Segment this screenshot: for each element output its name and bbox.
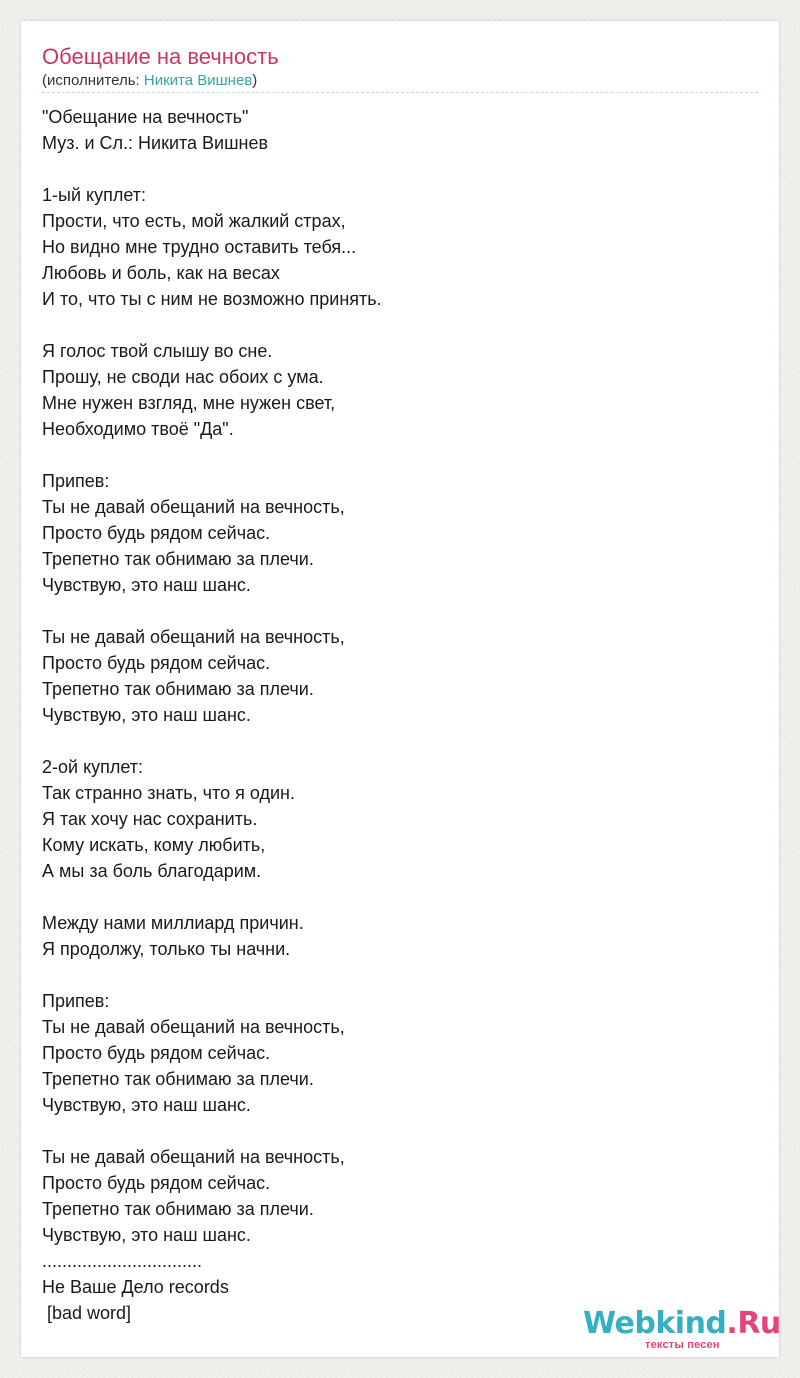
lyric-line: Просто будь рядом сейчас. (42, 1173, 271, 1193)
lyric-line: Но видно мне трудно оставить тебя... (42, 237, 357, 257)
lyric-line: Просто будь рядом сейчас. (42, 1043, 271, 1063)
lyric-line: Между нами миллиард причин. (42, 913, 304, 933)
lyric-line: Трепетно так обнимаю за плечи. (42, 549, 314, 569)
artist-link[interactable]: Никита Вишнев (143, 72, 253, 89)
lyric-line: А мы за боль благодарим. (42, 861, 262, 881)
lyric-line: Трепетно так обнимаю за плечи. (42, 1199, 314, 1219)
lyric-line: Припев: (42, 471, 110, 491)
song-title: Обещание на вечность (42, 44, 279, 69)
title-divider (42, 92, 758, 93)
site-logo[interactable] (583, 1306, 781, 1351)
lyrics-card (21, 21, 779, 1357)
lyric-line (42, 962, 758, 988)
lyric-line (42, 728, 758, 754)
lyric-line: 2-ой куплет: (42, 757, 144, 777)
lyric-line: Не Ваше Дело records (42, 1277, 229, 1297)
artist-suffix: ) (252, 72, 258, 89)
lyric-line: Ты не давай обещаний на вечность, (42, 1147, 345, 1167)
lyric-line: Ты не давай обещаний на вечность, (42, 627, 345, 647)
lyric-line: Я продолжу, только ты начни. (42, 939, 291, 959)
artist-prefix: (исполнитель: (42, 72, 144, 89)
lyric-line: Прости, что есть, мой жалкий страх, (42, 211, 346, 231)
artist-line (42, 72, 257, 90)
lyric-line (42, 312, 758, 338)
logo-tld: .Ru (726, 1306, 781, 1341)
logo-name: Webkind (583, 1306, 727, 1341)
lyric-line: Необходимо твоё "Да". (42, 419, 234, 439)
lyric-line: Чувствую, это наш шанс. (42, 1225, 251, 1245)
lyric-line: [bad word] (42, 1303, 132, 1323)
lyric-line: Кому искать, кому любить, (42, 835, 266, 855)
lyric-line (42, 156, 758, 182)
lyric-line: ................................ (42, 1251, 203, 1271)
lyric-line (42, 1118, 758, 1144)
lyric-line: Мне нужен взгляд, мне нужен свет, (42, 393, 336, 413)
lyric-line: Трепетно так обнимаю за плечи. (42, 679, 314, 699)
lyric-line: Чувствую, это наш шанс. (42, 1095, 251, 1115)
lyric-line: И то, что ты с ним не возможно принять. (42, 289, 382, 309)
lyric-line: Любовь и боль, как на весах (42, 263, 280, 283)
lyric-line (42, 442, 758, 468)
lyric-line: Трепетно так обнимаю за плечи. (42, 1069, 314, 1089)
logo-tagline: тексты песен (645, 1339, 720, 1351)
lyric-line (42, 598, 758, 624)
logo-wordmark (583, 1307, 781, 1341)
lyric-line: Припев: (42, 991, 110, 1011)
lyric-line: Я голос твой слышу во сне. (42, 341, 273, 361)
lyric-line: Ты не давай обещаний на вечность, (42, 1017, 345, 1037)
lyric-line: "Обещание на вечность" (42, 107, 249, 127)
lyric-line: Просто будь рядом сейчас. (42, 653, 271, 673)
lyric-line: Чувствую, это наш шанс. (42, 575, 251, 595)
lyric-line (42, 884, 758, 910)
lyric-line: Чувствую, это наш шанс. (42, 705, 251, 725)
lyric-line: Я так хочу нас сохранить. (42, 809, 258, 829)
lyric-line: Просто будь рядом сейчас. (42, 523, 271, 543)
lyric-line: Прошу, не своди нас обоих с ума. (42, 367, 324, 387)
lyric-line: Ты не давай обещаний на вечность, (42, 497, 345, 517)
lyrics-text (42, 104, 758, 1326)
lyric-line: 1-ый куплет: (42, 185, 146, 205)
lyric-line: Муз. и Сл.: Никита Вишнев (42, 133, 269, 153)
lyric-line: Так странно знать, что я один. (42, 783, 295, 803)
